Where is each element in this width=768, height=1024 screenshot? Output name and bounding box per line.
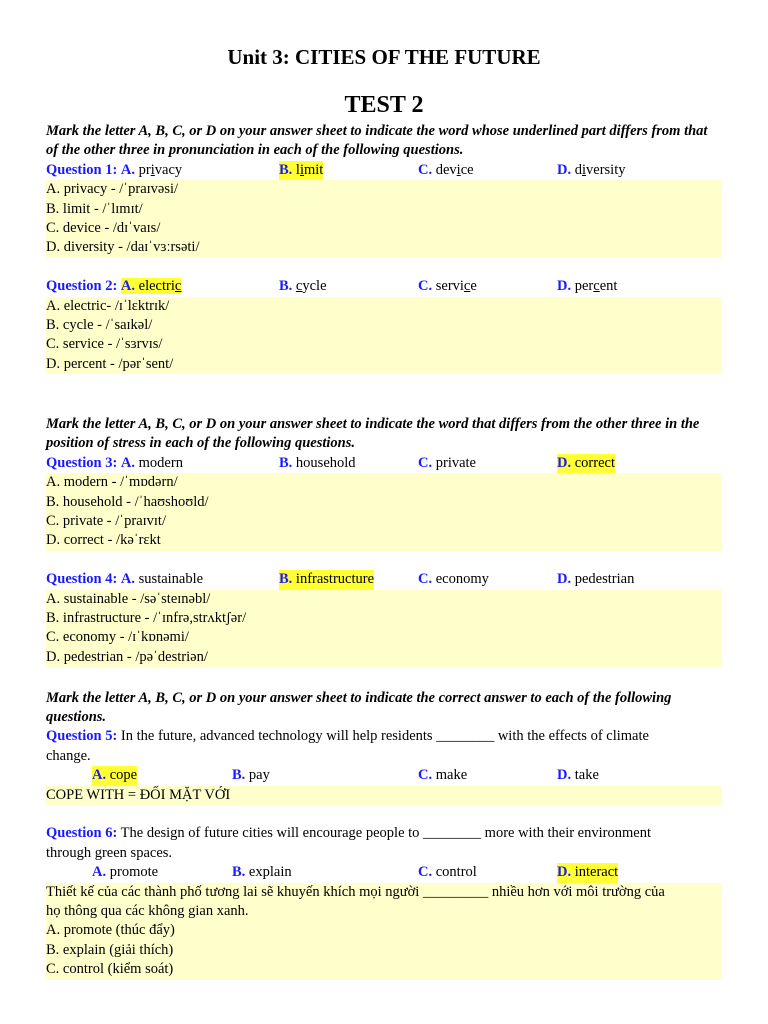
answer-line: A. sustainable - /səˈsteɪnəbl/	[46, 590, 211, 607]
question-1-options	[46, 161, 722, 180]
question-3-options	[46, 454, 722, 473]
answer-line: D. percent - /pərˈsent/	[46, 355, 174, 372]
question-2-options	[46, 277, 722, 296]
answer-line: B. infrastructure - /ˈɪnfrə,strʌktʃər/	[46, 610, 247, 627]
section1-instruction: Mark the letter A, B, C, or D on your answer sheet to indicate the word whose underlined part differs from that of the other three in pronunciation in each of the following questions.	[46, 123, 708, 159]
q4-option-c: C. economy	[418, 571, 489, 588]
answer-line: B. household - /ˈhaʊshoʊld/	[46, 493, 209, 510]
question-5-stem-cont: change.	[46, 747, 91, 764]
answer-line: C. economy - /ɪˈkɒnəmi/	[46, 629, 189, 646]
q6-option-b: B. explain	[232, 864, 292, 881]
q1-option-c: C. device	[418, 161, 474, 178]
q4-explanation	[46, 590, 722, 668]
answer-line: C. service - /ˈsɜrvɪs/	[46, 336, 163, 353]
answer-line: C. control (kiểm soát)	[46, 961, 174, 978]
answer-line: A. modern - /ˈmɒdərn/	[46, 474, 178, 491]
q3-option-b: B. household	[279, 454, 356, 471]
answer-line: Thiết kế của các thành phố tương lai sẽ khuyến khích mọi người _________ nhiều hơn với môi trường của	[46, 883, 665, 900]
answer-line: A. electric- /ɪˈlɛktrɪk/	[46, 297, 170, 314]
q3-explanation	[46, 473, 722, 551]
q5-option-d: D. take	[557, 767, 599, 784]
q5-explanation	[46, 786, 722, 805]
q3-option-a: Question 3: A. modern	[46, 454, 183, 471]
q4-option-b: B. infrastructure	[279, 570, 374, 589]
q6-explanation	[46, 883, 722, 980]
answer-line: B. limit - /ˈlɪmɪt/	[46, 200, 143, 217]
answer-line: D. pedestrian - /pəˈdestriən/	[46, 648, 208, 665]
answer-line: D. diversity - /daɪˈvɜːrsəti/	[46, 239, 200, 256]
answer-line: A. privacy - /ˈpraɪvəsi/	[46, 181, 179, 198]
q6-option-d: D. interact	[557, 863, 618, 882]
question-6-options	[46, 863, 722, 882]
q2-explanation	[46, 297, 722, 375]
q4-option-a: Question 4: A. sustainable	[46, 571, 204, 588]
q2-option-c: C. service	[418, 278, 477, 295]
q6-option-c: C. control	[418, 864, 477, 881]
question-4-options	[46, 570, 722, 589]
answer-line: COPE WITH = ĐỐI MẶT VỚI	[46, 786, 231, 803]
question-6-stem-cont: through green spaces.	[46, 844, 173, 861]
test-title: TEST 2	[344, 92, 424, 118]
q1-option-d: D. diversity	[557, 161, 626, 178]
q1-option-b: B. limit	[279, 161, 323, 180]
question-5-options	[46, 766, 722, 785]
q2-option-a: Question 2: A. electric	[46, 278, 182, 295]
q3-option-d: D. correct	[557, 454, 615, 473]
answer-line: B. cycle - /ˈsaɪkəl/	[46, 317, 153, 334]
unit-title: Unit 3: CITIES OF THE FUTURE	[227, 45, 541, 69]
answer-line: D. correct - /kəˈrɛkt	[46, 532, 161, 549]
q3-option-c: C. private	[418, 454, 476, 471]
section2-instruction: Mark the letter A, B, C, or D on your answer sheet to indicate the word that differs from the other three in the position of stress in each of the following questions.	[46, 416, 700, 452]
answer-line: C. device - /dɪˈvaɪs/	[46, 220, 161, 237]
question-5-stem: Question 5: In the future, advanced technology will help residents ________ with the effects of climate	[46, 728, 649, 745]
q5-option-b: B. pay	[232, 767, 270, 784]
q5-option-c: C. make	[418, 767, 468, 784]
answer-line: C. private - /ˈpraɪvɪt/	[46, 513, 166, 530]
q5-option-a: A. cope	[92, 766, 137, 785]
q1-option-a: Question 1: A. privacy	[46, 161, 183, 178]
q6-option-a: A. promote	[92, 864, 159, 881]
answer-line: A. promote (thúc đẩy)	[46, 922, 175, 939]
section3-instruction: Mark the letter A, B, C, or D on your answer sheet to indicate the correct answer to each of the following questions.	[46, 689, 672, 726]
q1-explanation	[46, 180, 722, 258]
question-6-stem: Question 6: The design of future cities will encourage people to ________ more with their environment	[46, 825, 651, 842]
q2-option-b: B. cycle	[279, 278, 327, 295]
answer-line: họ thông qua các không gian xanh.	[46, 903, 249, 920]
answer-line: B. explain (giải thích)	[46, 941, 174, 958]
q2-option-d: D. percent	[557, 278, 618, 295]
q4-option-d: D. pedestrian	[557, 571, 635, 588]
